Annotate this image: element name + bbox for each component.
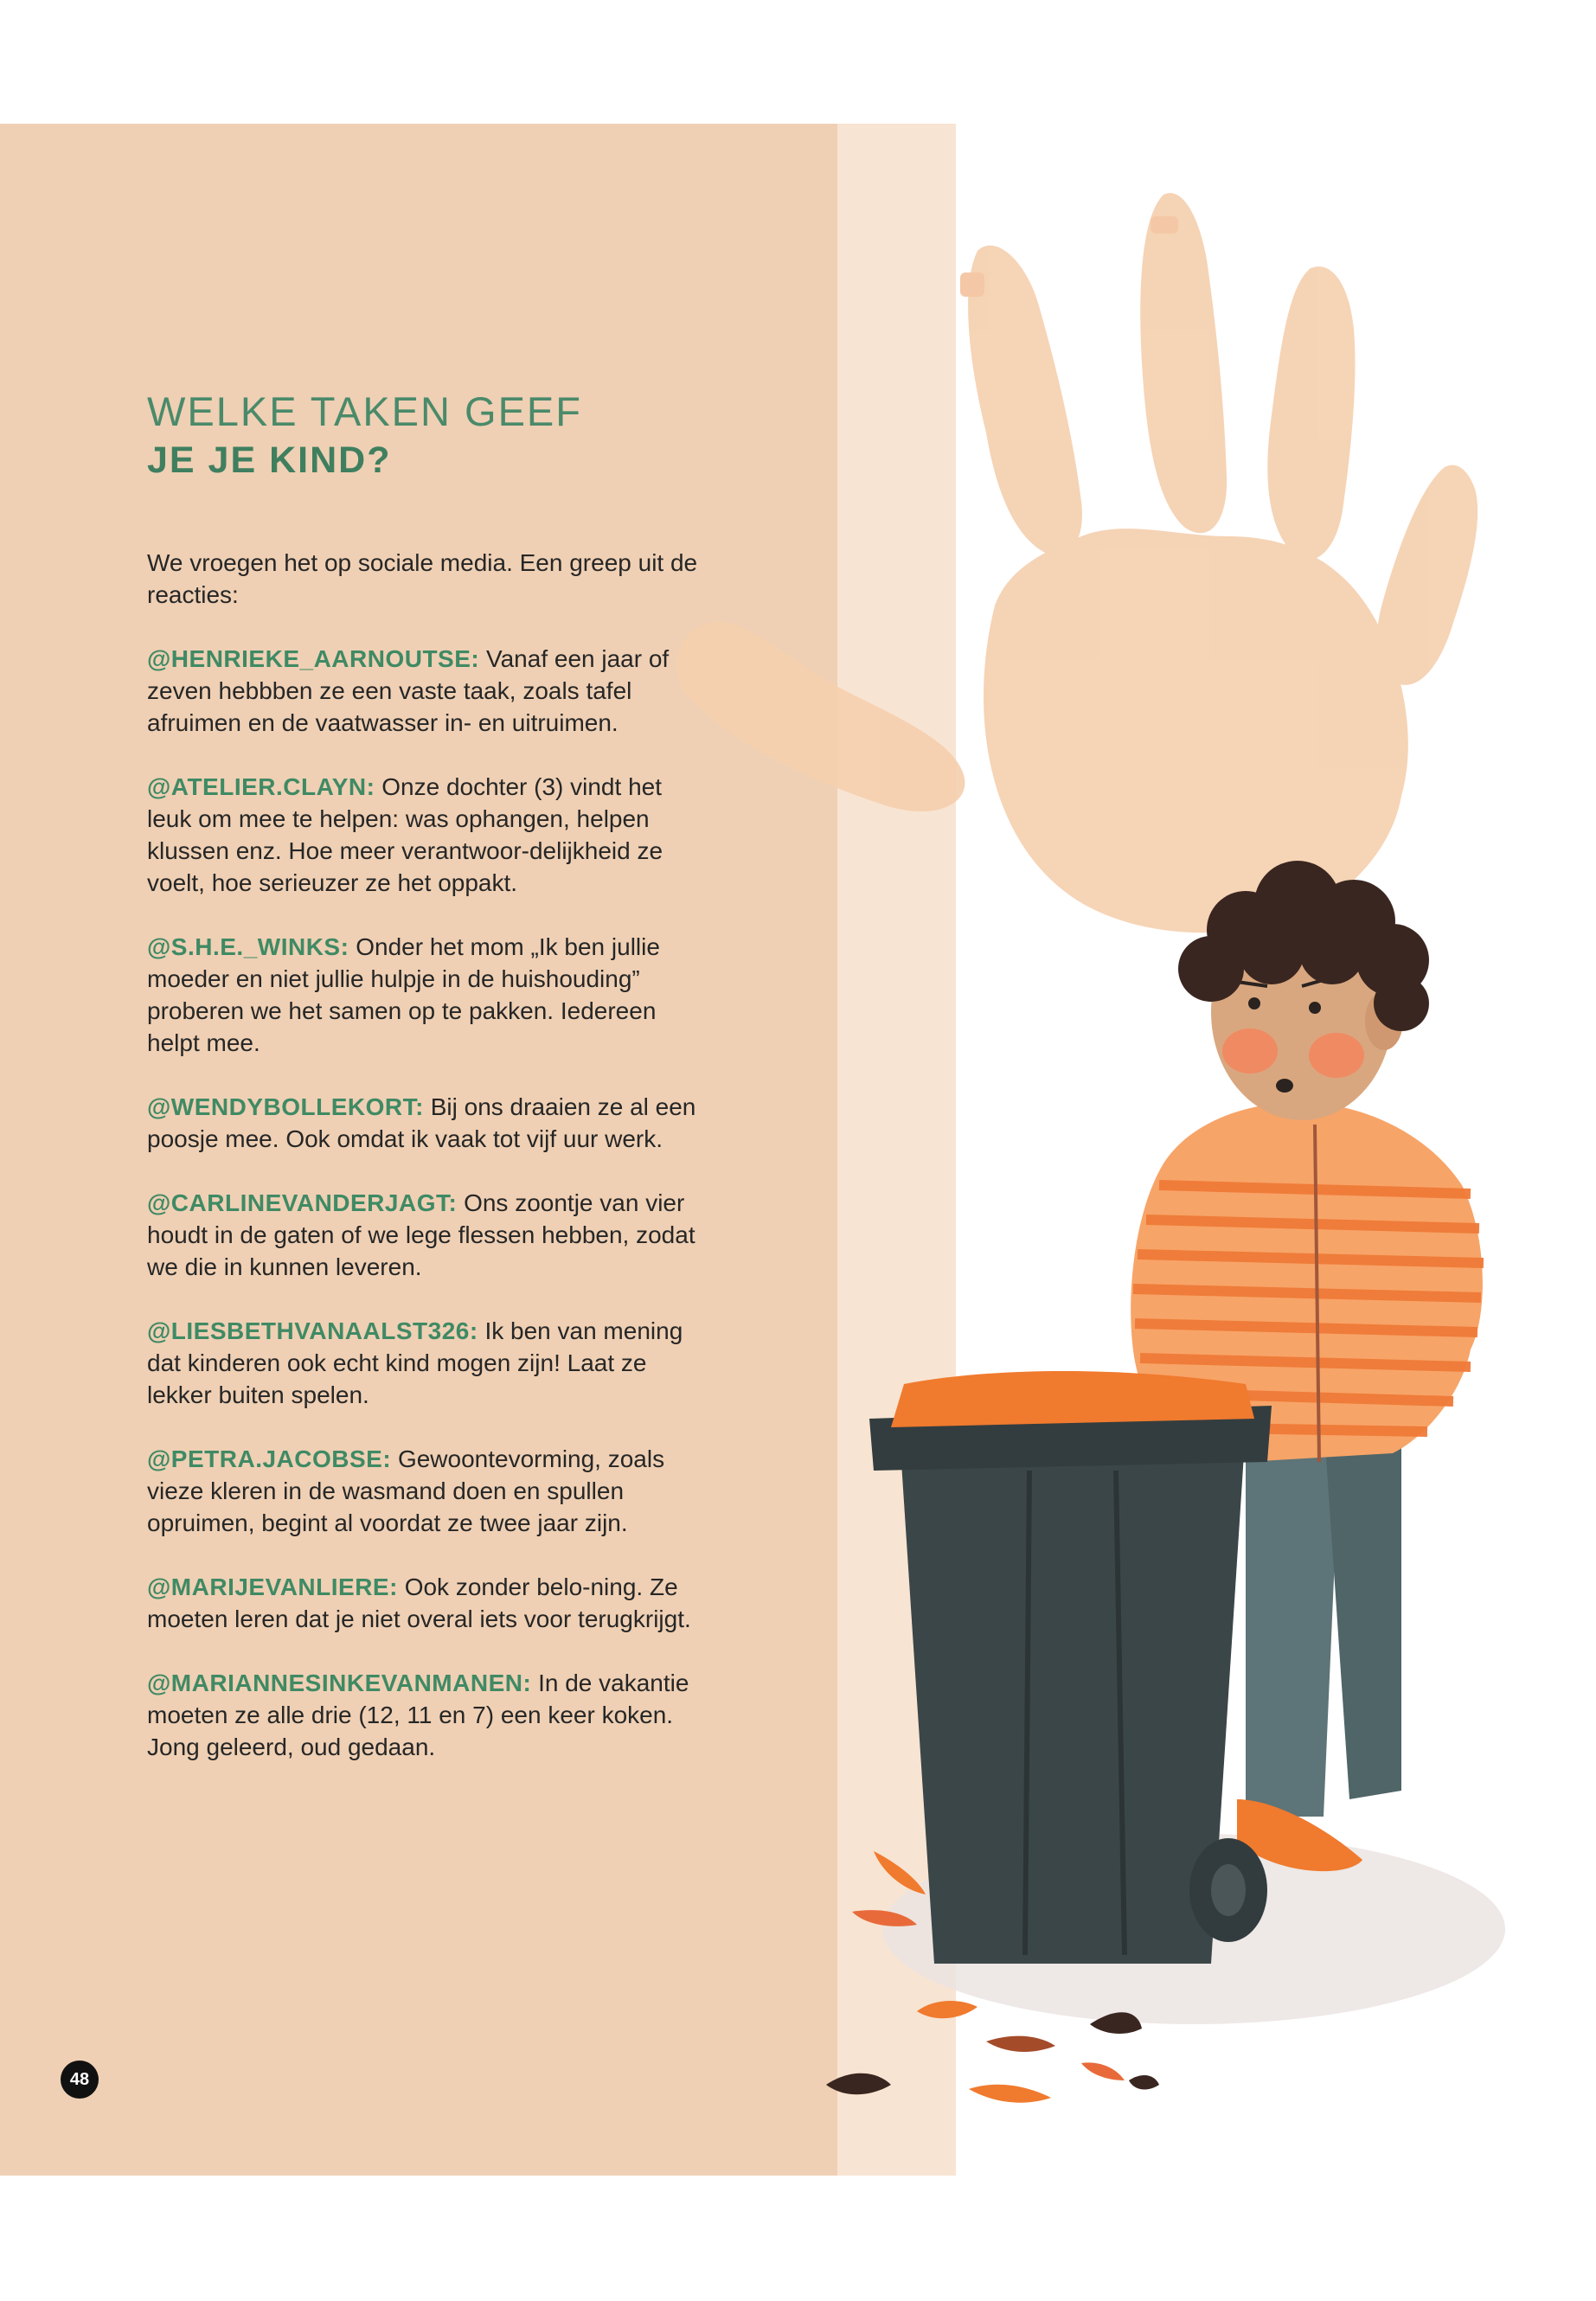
reaction-handle: @WENDYBOLLEKORT: [147, 1093, 424, 1120]
reaction-handle: @PETRA.JACOBSE: [147, 1445, 392, 1472]
reaction-item [147, 1571, 701, 1635]
floor-shadow [882, 1834, 1505, 2024]
reaction-text: Ons zoontje van vier houdt in de gaten of we lege flessen hebben, zodat we die in kunnen leveren. [147, 1189, 695, 1280]
article-title-line2: JE JE KIND? [147, 439, 392, 481]
light-strip-background [837, 124, 956, 2176]
reaction-item [147, 931, 701, 1059]
reaction-text: Bij ons draaien ze al een poosje mee. Ook omdat ik vaak tot vijf uur werk. [147, 1093, 696, 1152]
article-title-line1: WELKE TAKEN GEEF [147, 388, 582, 434]
reaction-text: In de vakantie moeten ze alle drie (12, 11 en 7) een keer koken. Jong geleerd, oud gedaan. [147, 1670, 689, 1760]
reaction-text: Ook zonder belo-ning. Ze moeten leren dat je niet overal iets voor terugkrijgt. [147, 1574, 691, 1632]
reaction-handle: @ATELIER.CLAYN: [147, 773, 375, 800]
child-illustration [1131, 861, 1484, 1871]
reaction-item [147, 1315, 701, 1411]
reaction-handle: @S.H.E._WINKS: [147, 933, 349, 960]
reaction-handle: @MARIJEVANLIERE: [147, 1574, 398, 1600]
article-intro: We vroegen het op sociale media. Een greep uit de reacties: [147, 549, 698, 608]
reaction-text: Ik ben van mening dat kinderen ook echt kind mogen zijn! Laat ze lekker buiten spelen. [147, 1317, 683, 1408]
reaction-item [147, 771, 701, 899]
reaction-item [147, 643, 701, 739]
reaction-text: Vanaf een jaar of zeven hebbben ze een vaste taak, zoals tafel afruimen en de vaatwasser in- en uitruimen. [147, 645, 670, 736]
reaction-text: Gewoontevorming, zoals vieze kleren in de wasmand doen en spullen opruimen, begint al voordat ze twee jaar zijn. [147, 1445, 665, 1536]
reaction-item [147, 1443, 701, 1539]
page-number: 48 [61, 2061, 99, 2099]
reaction-handle: @LIESBETHVANAALST326: [147, 1317, 478, 1344]
reaction-text: Onze dochter (3) vindt het leuk om mee te helpen: was ophangen, helpen klussen enz. Hoe meer verantwoor-delijkheid ze voelt, hoe serieuzer ze het oppakt. [147, 773, 663, 896]
reaction-item [147, 1667, 701, 1763]
reaction-handle: @HENRIEKE_AARNOUTSE: [147, 645, 480, 672]
reaction-item [147, 1187, 701, 1283]
reaction-text: Onder het mom „Ik ben jullie moeder en niet jullie hulpje in de huishouding” proberen we het samen op te pakken. Iedereen helpt mee. [147, 933, 660, 1056]
reaction-handle: @MARIANNESINKEVANMANEN: [147, 1670, 532, 1696]
article-content [147, 388, 701, 1787]
reaction-item [147, 1091, 701, 1155]
reaction-handle: @CARLINEVANDERJAGT: [147, 1189, 458, 1216]
